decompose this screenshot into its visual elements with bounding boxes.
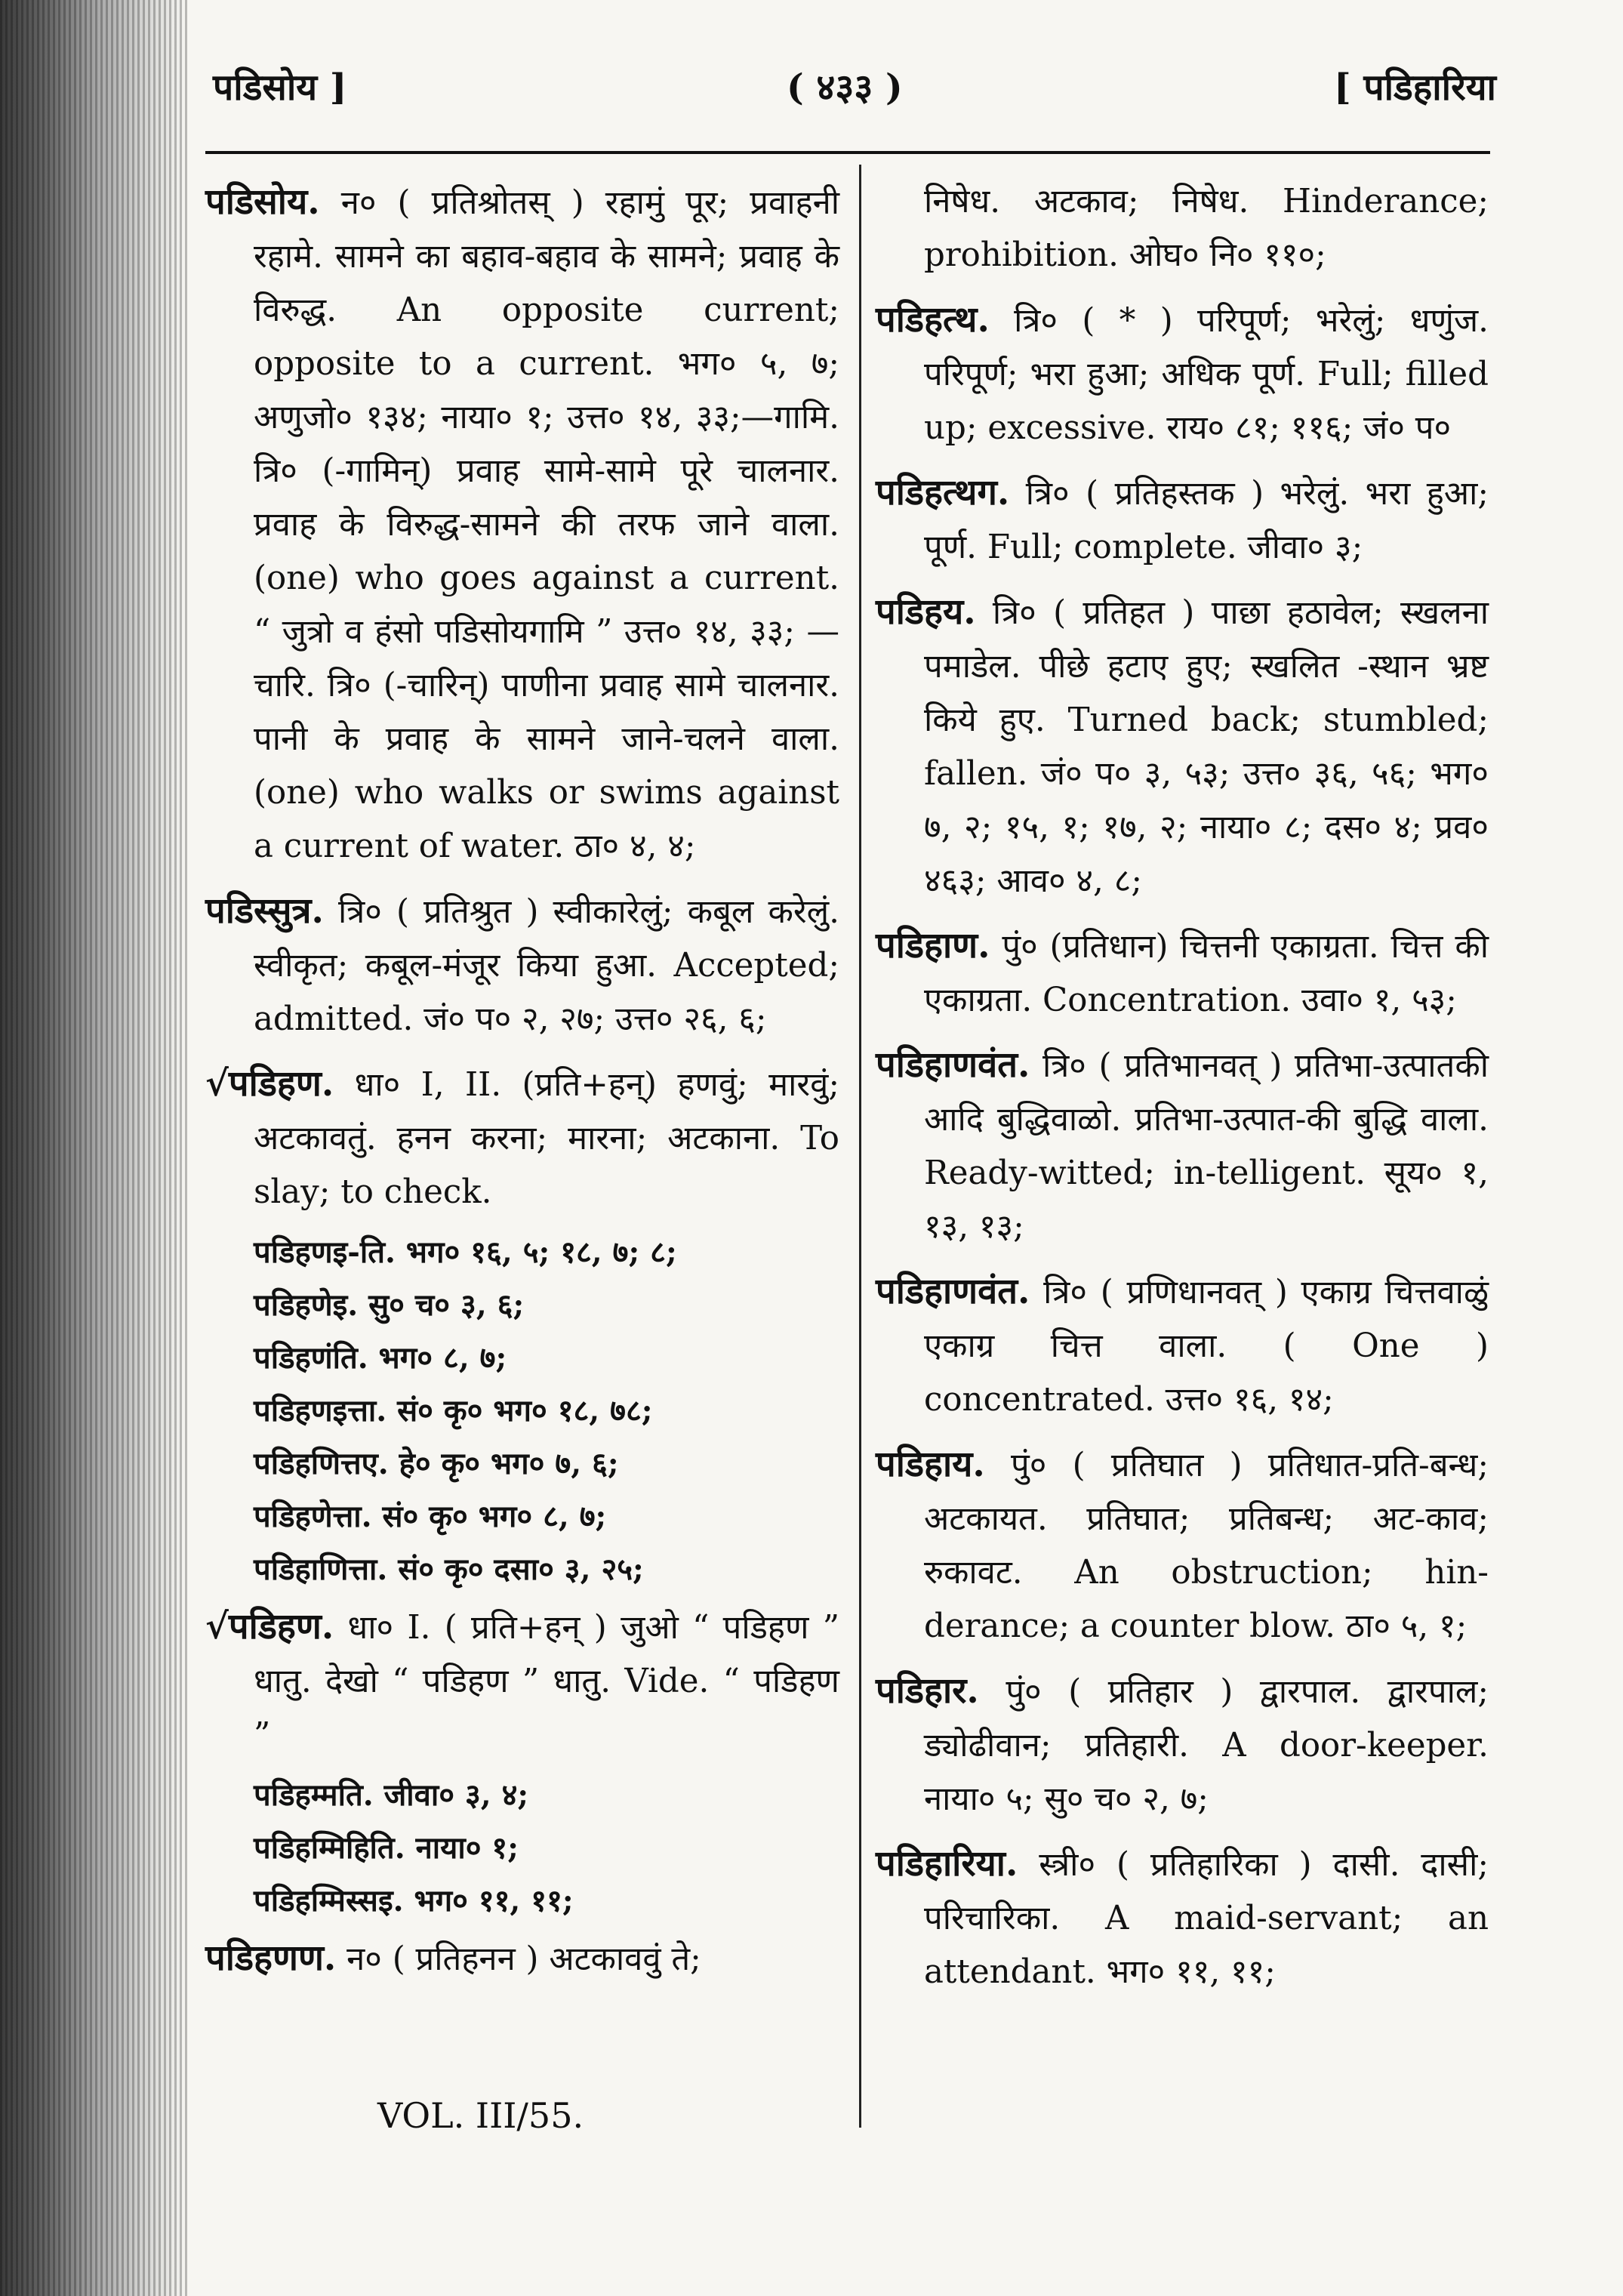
entry-text: त्रि० ( प्रतिहस्तक ) भरेलुं. भरा हुआ; पूर्ण. Full; complete. जीवा० ३; (924, 475, 1489, 566)
verb-form: पडिहणंति. भग० ८, ७; (254, 1340, 507, 1376)
entry-text: त्रि० ( प्रतिहत ) पाछा हठावेल; स्खलना पमाडेल. पीछे हटाए हुए; स्खलित -स्थान भ्रष्ट किये हुए. Turned back; stumbled; fallen. जं० प० ३, ५३; उत्त० ३६, ५६; भग० ७, २; १५, १; १७, २; नाया० ८; दस० ४; प्रव० ४६३; आव० ४, ८; (924, 594, 1489, 900)
dictionary-entry (205, 1931, 839, 1986)
right-column (876, 175, 1489, 2010)
verb-form: पडिहणेत्ता. सं० कृ० भग० ८, ७; (254, 1499, 607, 1534)
page-number: ( ४३३ ) (787, 66, 903, 109)
entry-headword: पडिहाणवंत. (876, 1044, 1030, 1086)
dictionary-entry (876, 1837, 1489, 1999)
verb-form: पडिहम्मति. जीवा० ३, ४; (254, 1777, 529, 1813)
dictionary-entry (205, 884, 839, 1046)
column-divider (859, 165, 861, 2128)
header-right-guideword: [ पडिहारिया (1333, 66, 1496, 109)
dictionary-entry (876, 1265, 1489, 1427)
entry-headword: पडिहय. (876, 591, 976, 633)
book-binding-shadow (0, 0, 189, 2296)
entry-continuation: निषेध. अटकाव; निषेध. Hinderance; prohibition. ओघ० नि० ११०; (924, 183, 1489, 274)
dictionary-entry (876, 585, 1489, 908)
verb-form: पडिहणेइ. सु० च० ३, ६; (254, 1287, 525, 1323)
entry-headword: पडिस्सुत्र. (205, 890, 324, 932)
dictionary-entry (205, 175, 839, 874)
entry-text: त्रि० ( प्रतिश्रुत ) स्वीकारेलुं; कबूल करेलुं. स्वीकृत; कबूल-मंजूर किया हुआ. Accepted; admitted. जं० प० २, २७; उत्त० २६, ६; (254, 893, 839, 1038)
verb-form: पडिहणइत्ता. सं० कृ० भग० १८, ७८; (254, 1393, 653, 1428)
left-column (205, 175, 839, 1997)
entry-text: पुं० ( प्रतिघात ) प्रतिधात-प्रति-बन्ध; अटकायत. प्रतिघात; प्रतिबन्ध; अट-काव; रुकावट. An obstruction; hin-derance; a counter blow. ठा० ५, १; (924, 1447, 1489, 1645)
volume-footer: VOL. III/55. (377, 2095, 584, 2136)
entry-text: त्रि० ( प्रतिभानवत् ) प्रतिभा-उत्पातकी आदि बुद्धिवाळो. प्रतिभा-उत्पात-की बुद्धि वाला. Ready-witted; in-telligent. सूय० १, १३, १३; (924, 1047, 1489, 1246)
dictionary-entry (205, 1600, 839, 1762)
entry-headword: पडिहाणवंत. (876, 1271, 1030, 1312)
dictionary-entry (876, 466, 1489, 575)
entry-headword: पडिहाण. (876, 925, 990, 966)
entry-text: पुं० ( प्रतिहार ) द्वारपाल. द्वारपाल; ड्योढीवान; प्रतिहारी. A door-keeper. नाया० ५; सु० च० २, ७; (924, 1673, 1489, 1818)
dictionary-entry (876, 1038, 1489, 1254)
entry-headword: √पडिहण. (205, 1606, 334, 1647)
verb-form: पडिहम्मिहिति. नाया० १; (254, 1830, 519, 1866)
entry-text: न० ( प्रतिहनन ) अटकाववुं ते; (346, 1940, 701, 1978)
dictionary-entry (876, 919, 1489, 1028)
dictionary-entry (876, 1438, 1489, 1653)
entry-headword: पडिसोय. (205, 181, 320, 223)
dictionary-entry (876, 1664, 1489, 1826)
verb-form: पडिहणइ-ति. भग० १६, ५; १८, ७; ८; (254, 1234, 677, 1270)
entry-headword: पडिहारिया. (876, 1843, 1018, 1885)
entry-text: धा० I, II. (प्रति+हन्) हणवुं; मारवुं; अटकावतुं. हनन करना; मारना; अटकाना. To slay; to check. (254, 1066, 840, 1211)
page-header (213, 62, 1496, 130)
entry-text: न० ( प्रतिश्रोतस् ) रहामुं पूर; प्रवाहनी रहामे. सामने का बहाव-बहाव के सामने; प्रवाह के विरुद्ध. An opposite current; opposite to a current. भग० ५, ७; अणुजो० १३४; नाया० १; उत्त० १४, ३३;—गामि. त्रि० (-गामिन्) प्रवाह सामे-सामे पूरे चालनार. प्रवाह के विरुद्ध-सामने की तरफ जाने वाला. (one) who goes against a current. “ जुत्रो व हंसो पडिसोयगामि ” उत्त० १४, ३३; —चारि. त्रि० (-चारिन्) पाणीना प्रवाह सामे चालनार. पानी के प्रवाह के सामने जाने-चलने वाला. (one) who walks or swims against a current of water. ठा० ४, ४; (254, 184, 839, 865)
entry-headword: पडिहार. (876, 1670, 979, 1712)
entry-text: त्रि० ( प्रणिधानवत् ) एकाग्र चित्तवाळुं एकाग्र चित्त वाला. ( One ) concentrated. उत्त० १६, १४; (924, 1274, 1489, 1419)
verb-form: पडिहम्मिस्सइ. भग० ११, ११; (254, 1883, 574, 1918)
header-rule (205, 151, 1490, 154)
entry-text: स्त्री० ( प्रतिहारिका ) दासी. दासी; परिचारिका. A maid-servant; an attendant. भग० ११, ११; (924, 1846, 1489, 1991)
dictionary-entry (876, 293, 1489, 455)
verb-form: पडिहणित्तए. हे० कृ० भग० ७, ६; (254, 1446, 619, 1481)
verb-form: पडिहाणित्ता. सं० कृ० दसा० ३, २५; (254, 1552, 644, 1587)
header-left-guideword: पडिसोय ] (213, 66, 347, 109)
entry-headword: √पडिहण. (205, 1063, 334, 1105)
dictionary-entry (205, 1057, 839, 1219)
entry-headword: पडिहत्थग. (876, 472, 1010, 513)
entry-headword: पडिहणण. (205, 1937, 337, 1979)
entry-text: पुं० (प्रतिधान) चित्तनी एकाग्रता. चित्त की एकाग्रता. Concentration. उवा० १, ५३; (924, 928, 1489, 1019)
entry-headword: पडिहाय. (876, 1444, 985, 1485)
entry-text: धा० I. ( प्रति+हन् ) जुओ “ पडिहण ” धातु. देखो “ पडिहण ” धातु. Vide. “ पडिहण ” (254, 1609, 840, 1754)
entry-text: त्रि० ( * ) परिपूर्ण; भरेलुं; धणुंज. परिपूर्ण; भरा हुआ; अधिक पूर्ण. Full; filled up; excessive. राय० ८१; ११६; जं० प० (924, 302, 1489, 447)
entry-headword: पडिहत्थ. (876, 299, 990, 341)
